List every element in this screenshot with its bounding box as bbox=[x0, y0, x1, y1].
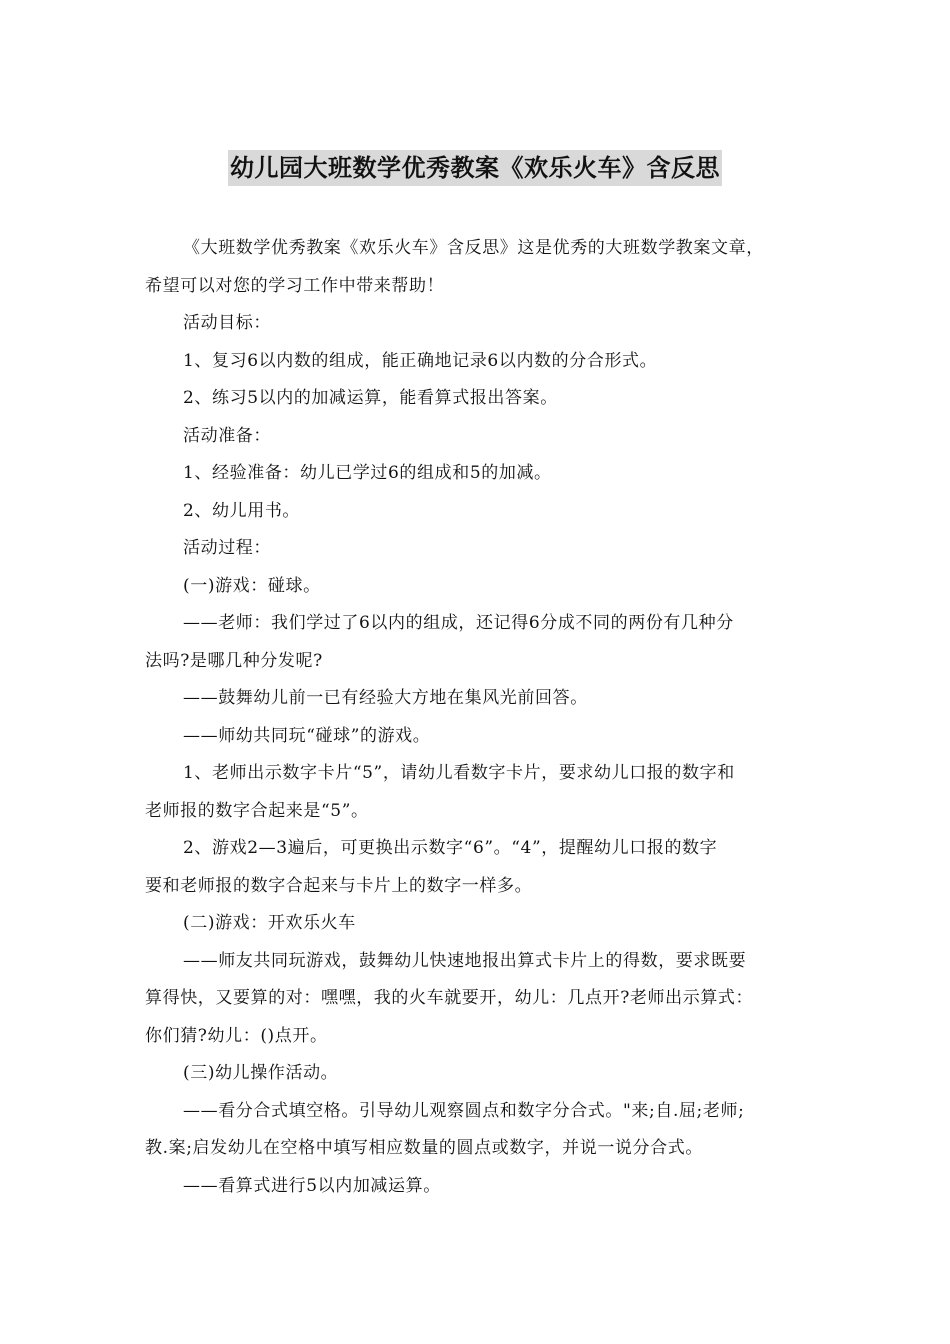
text-line: 2、幼儿用书。 bbox=[183, 500, 301, 521]
text-line: 活动过程： bbox=[183, 538, 271, 558]
text-line: 算得快，又要算的对：嘿嘿，我的火车就要开，幼儿：几点开?老师出示算式： bbox=[145, 988, 754, 1008]
text-line: 教.案;启发幼儿在空格中填写相应数量的圆点或数字，并说一说分合式。 bbox=[145, 1138, 703, 1158]
text-line: 《大班数学优秀教案《欢乐火车》含反思》这是优秀的大班数学教案文章， bbox=[183, 238, 764, 258]
text-line: 法吗?是哪几种分发呢? bbox=[145, 650, 323, 671]
text-line: 活动目标： bbox=[183, 313, 271, 333]
text-line: ——师幼共同玩“碰球”的游戏。 bbox=[183, 725, 431, 746]
text-line: (三)幼儿操作活动。 bbox=[183, 1063, 339, 1083]
text-line: ——看算式进行5以内加减运算。 bbox=[183, 1175, 441, 1196]
text-line: (一)游戏：碰球。 bbox=[183, 575, 321, 596]
text-line: 希望可以对您的学习工作中带来帮助！ bbox=[145, 275, 445, 296]
title-container bbox=[0, 150, 950, 186]
text-line: ——鼓舞幼儿前一已有经验大方地在集风光前回答。 bbox=[183, 688, 588, 708]
document-title: 幼儿园大班数学优秀教案《欢乐火车》含反思 bbox=[228, 150, 722, 186]
text-line: 老师报的数字合起来是“5”。 bbox=[145, 800, 369, 821]
text-line: ——老师：我们学过了6以内的组成，还记得6分成不同的两份有几种分 bbox=[183, 613, 734, 633]
text-line: 活动准备： bbox=[183, 425, 271, 446]
text-line: 1、复习6以内数的组成，能正确地记录6以内数的分合形式。 bbox=[183, 350, 658, 371]
text-line: (二)游戏：开欢乐火车 bbox=[183, 913, 356, 933]
text-line: 1、老师出示数字卡片“5”，请幼儿看数字卡片，要求幼儿口报的数字和 bbox=[183, 763, 735, 783]
text-line: ——看分合式填空格。引导幼儿观察圆点和数字分合式。"来;自.屈;老师; bbox=[183, 1100, 745, 1121]
text-line: 1、经验准备：幼儿已学过6的组成和5的加减。 bbox=[183, 463, 552, 483]
text-line: ——师友共同玩游戏，鼓舞幼儿快速地报出算式卡片上的得数，要求既要 bbox=[183, 950, 747, 971]
text-line: 你们猜?幼儿：()点开。 bbox=[145, 1025, 328, 1046]
text-line: 2、练习5以内的加减运算，能看算式报出答案。 bbox=[183, 388, 558, 408]
text-line: 2、游戏2—3遍后，可更换出示数字“6”。“4”，提醒幼儿口报的数字 bbox=[183, 838, 718, 858]
document-body bbox=[145, 230, 810, 1205]
text-line: 要和老师报的数字合起来与卡片上的数字一样多。 bbox=[145, 875, 533, 896]
